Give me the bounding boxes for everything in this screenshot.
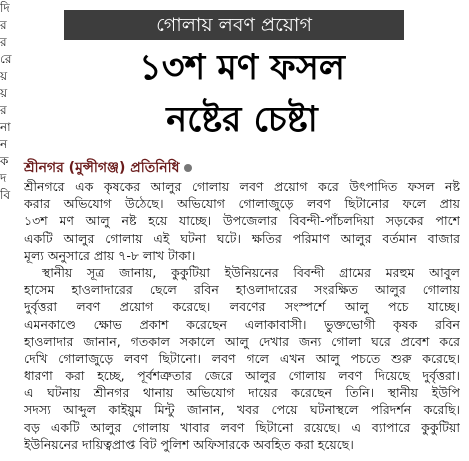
left-col-line: য় (0, 86, 8, 100)
body-line: ধারণা করা হচ্ছে, পূর্বশত্রুতার জেরে আলুর গোলায় লবণ দিয়েছে দুর্বৃত্তরা। (24, 368, 460, 384)
body-line: শ্রীনগরে এক কৃষকের আলুর গোলায় লবণ প্রয়োগ করে উৎপাদিত ফসল নষ্ট (24, 179, 460, 194)
left-col-line: য় (0, 69, 8, 83)
left-col-line: র (0, 35, 7, 49)
body-line: এ ঘটনায় শ্রীনগর থানায় অভিযোগ দায়ের করেছেন তিনি। স্থানীয় ইউপি (24, 385, 460, 401)
byline: শ্রীনগর (মুন্সীগঞ্জ) প্রতিনিধি (24, 160, 180, 176)
body-line: একটি আলুর গোলায় এই ঘটনা ঘটে। ক্ষতির পরিমাণ আলুর বর্তমান বাজার (24, 230, 460, 246)
body-line: করার অভিযোগ উঠেছে। অভিযোগ গোলাজুড়ে লবণ ছিটানোর ফলে প্রায় (24, 196, 460, 212)
headline-line-2: নষ্টের চেষ্টা (166, 100, 318, 140)
body-line: হাসেম হাওলাদারের ছেলে রবিন হাওলাদারের সংরক্ষিত আলুর গোলায় (24, 282, 460, 298)
body-line: ইউনিয়নের দায়িত্বপ্রাপ্ত বিট পুলিশ অফিসারকে অবহিত করা হয়েছে। (24, 436, 354, 452)
body-line: এমনকাণ্ডে ক্ষোভ প্রকাশ করেছেন এলাকাবাসী। ভুক্তভোগী কৃষক রবিন (24, 316, 460, 332)
body-line: বড় একটি আলুর গোলায় খাবার লবণ ছিটানো রয়েছে। এ ব্যাপারে কুকুটিয়া (24, 419, 460, 435)
body-line: ১৩শ মণ আলু নষ্ট হয়ে যাচ্ছে। উপজেলার বিবন্দী-পাঁচলদিয়া সড়কের পাশে (24, 213, 460, 229)
left-col-line: ক (0, 154, 9, 168)
left-col-line: রে (0, 52, 12, 66)
headline-line-1: ১৩শ মণ ফসল (139, 48, 345, 88)
byline-row (24, 158, 192, 178)
body-line: হাওলাদার জানান, গতকাল সকালে আলু দেখার জন্য গোলা ঘরে প্রবেশ করে (24, 333, 460, 349)
left-col-line: বি (0, 188, 11, 202)
left-col-line: র (0, 103, 7, 117)
article-body (24, 178, 460, 453)
bullet-icon (184, 164, 192, 172)
body-line: স্থানীয় সূত্র জানায়, কুকুটিয়া ইউনিয়নের বিবন্দী গ্রামের মরহুম আবুল (42, 264, 460, 280)
body-line: দেখি গোলাজুড়ে লবণ ছিটানো। লবণ গলে এখন আলু পচতে শুরু করেছে। (24, 350, 460, 366)
adjacent-column-fragment (0, 0, 14, 461)
body-line: সদস্য আব্দুল কাইয়ুম মিন্টু জানান, খবর পেয়ে ঘটনাস্থলে পরিদর্শন করেছি। (24, 402, 460, 418)
left-col-line: র (0, 18, 7, 32)
kicker-banner (64, 10, 404, 40)
left-col-line: না (0, 120, 11, 134)
left-col-line: ন (0, 137, 8, 151)
left-col-line: দ (0, 171, 7, 185)
left-col-line: দি (0, 1, 10, 15)
body-line: মূল্য অনুসারে প্রায় ৭-৮ লাখ টাকা। (24, 247, 196, 263)
kicker-text: গোলায় লবণ প্রয়োগ (156, 14, 312, 36)
body-line: দুর্বৃত্তরা লবণ প্রয়োগ করেছে। লবণের সংস্পর্শে আলু পচে যাচ্ছে। (24, 299, 460, 315)
